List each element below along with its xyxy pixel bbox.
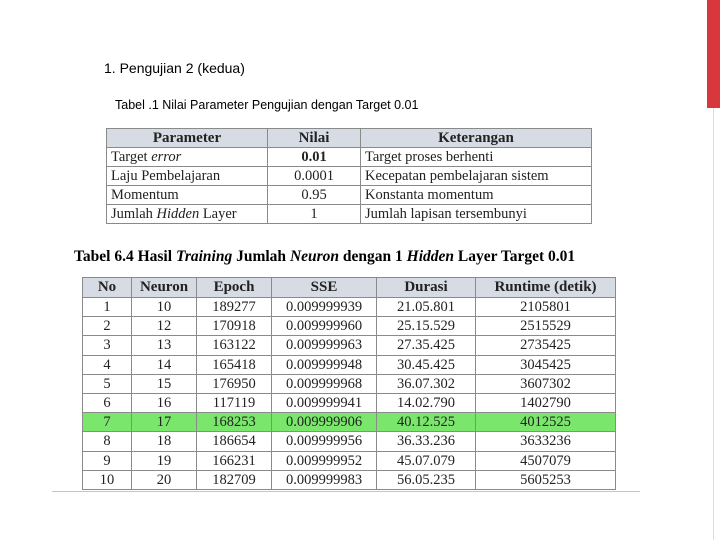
table-cell: 0.009999968 (272, 374, 377, 393)
table-cell: 5 (83, 374, 132, 393)
footer-divider (52, 491, 640, 492)
column-header: Parameter (107, 129, 268, 148)
table-cell: 0.009999963 (272, 336, 377, 355)
table-cell: 117119 (197, 393, 272, 412)
note-cell: Konstanta momentum (361, 186, 592, 205)
table-cell: 170918 (197, 317, 272, 336)
note-cell: Jumlah lapisan tersembunyi (361, 205, 592, 224)
caption-text: Layer Target 0.01 (454, 248, 576, 265)
table-cell: 3 (83, 336, 132, 355)
section-heading: 1. Pengujian 2 (kedua) (104, 60, 245, 76)
table-cell: 36.33.236 (377, 432, 476, 451)
table-cell: 0.009999983 (272, 470, 377, 489)
table-header-row (83, 278, 616, 298)
value-cell: 0.95 (268, 186, 361, 205)
table-cell: 2105801 (476, 298, 616, 317)
table-row (83, 298, 616, 317)
parameter-cell: Target error (107, 148, 268, 167)
table-cell: 163122 (197, 336, 272, 355)
table-row (107, 186, 592, 205)
table-cell: 2515529 (476, 317, 616, 336)
column-header: Neuron (132, 278, 197, 298)
table-cell: 10 (132, 298, 197, 317)
table-cell: 13 (132, 336, 197, 355)
table2-caption (74, 248, 575, 266)
table-cell: 0.009999939 (272, 298, 377, 317)
table-row (83, 336, 616, 355)
table-cell: 20 (132, 470, 197, 489)
caption-text: Tabel 6.4 Hasil (74, 248, 176, 265)
table-cell: 5605253 (476, 470, 616, 489)
table-cell: 40.12.525 (377, 413, 476, 432)
table-cell: 176950 (197, 374, 272, 393)
training-results-table (82, 277, 616, 490)
table-cell: 2735425 (476, 336, 616, 355)
table-cell: 25.15.529 (377, 317, 476, 336)
table-cell: 4507079 (476, 451, 616, 470)
caption-text: Training (175, 248, 233, 265)
table-row (107, 148, 592, 167)
table-cell: 21.05.801 (377, 298, 476, 317)
table-row (83, 374, 616, 393)
table-cell: 27.35.425 (377, 336, 476, 355)
table-cell: 4 (83, 355, 132, 374)
table-cell: 1402790 (476, 393, 616, 412)
table1-caption: Tabel .1 Nilai Parameter Pengujian dengan Target 0.01 (115, 98, 419, 112)
column-header: Durasi (377, 278, 476, 298)
table-cell: 12 (132, 317, 197, 336)
table-cell: 0.009999941 (272, 393, 377, 412)
table-cell: 0.009999960 (272, 317, 377, 336)
caption-text: dengan 1 (339, 248, 407, 265)
column-header: Runtime (detik) (476, 278, 616, 298)
table-cell: 8 (83, 432, 132, 451)
table-cell: 14 (132, 355, 197, 374)
accent-divider (713, 108, 714, 540)
value-cell: 0.0001 (268, 167, 361, 186)
table-row (83, 393, 616, 412)
table-cell: 186654 (197, 432, 272, 451)
table-cell: 4012525 (476, 413, 616, 432)
table-row (83, 470, 616, 489)
table-cell: 0.009999906 (272, 413, 377, 432)
parameter-cell: Jumlah Hidden Layer (107, 205, 268, 224)
column-header: Keterangan (361, 129, 592, 148)
table-cell: 45.07.079 (377, 451, 476, 470)
column-header: Epoch (197, 278, 272, 298)
table-cell: 15 (132, 374, 197, 393)
table-cell: 17 (132, 413, 197, 432)
table-cell: 16 (132, 393, 197, 412)
table-row (83, 355, 616, 374)
table-cell: 19 (132, 451, 197, 470)
table-cell: 168253 (197, 413, 272, 432)
table-row (83, 317, 616, 336)
table-cell: 0.009999948 (272, 355, 377, 374)
parameter-table (106, 128, 592, 224)
table-row (107, 205, 592, 224)
caption-text: Hidden (406, 248, 455, 265)
table-cell: 9 (83, 451, 132, 470)
column-header: SSE (272, 278, 377, 298)
parameter-cell: Laju Pembelajaran (107, 167, 268, 186)
table-cell: 36.07.302 (377, 374, 476, 393)
parameter-cell: Momentum (107, 186, 268, 205)
table-row (107, 167, 592, 186)
table-cell: 18 (132, 432, 197, 451)
table-cell: 10 (83, 470, 132, 489)
table-cell: 166231 (197, 451, 272, 470)
table-cell: 3607302 (476, 374, 616, 393)
table-cell: 1 (83, 298, 132, 317)
table-cell: 3045425 (476, 355, 616, 374)
table-cell: 3633236 (476, 432, 616, 451)
value-cell: 0.01 (268, 148, 361, 167)
table-row (83, 451, 616, 470)
note-cell: Kecepatan pembelajaran sistem (361, 167, 592, 186)
column-header: Nilai (268, 129, 361, 148)
table-cell: 0.009999952 (272, 451, 377, 470)
table-row (83, 413, 616, 432)
table-row (83, 432, 616, 451)
value-cell: 1 (268, 205, 361, 224)
table-cell: 7 (83, 413, 132, 432)
table-header-row (107, 129, 592, 148)
table-cell: 189277 (197, 298, 272, 317)
table-cell: 0.009999956 (272, 432, 377, 451)
column-header: No (83, 278, 132, 298)
table-cell: 165418 (197, 355, 272, 374)
table-cell: 2 (83, 317, 132, 336)
accent-bar (707, 0, 720, 108)
caption-text: Jumlah (232, 248, 290, 265)
table-cell: 14.02.790 (377, 393, 476, 412)
caption-text: Neuron (289, 248, 340, 265)
table-cell: 30.45.425 (377, 355, 476, 374)
table-cell: 6 (83, 393, 132, 412)
table-cell: 56.05.235 (377, 470, 476, 489)
note-cell: Target proses berhenti (361, 148, 592, 167)
table-cell: 182709 (197, 470, 272, 489)
